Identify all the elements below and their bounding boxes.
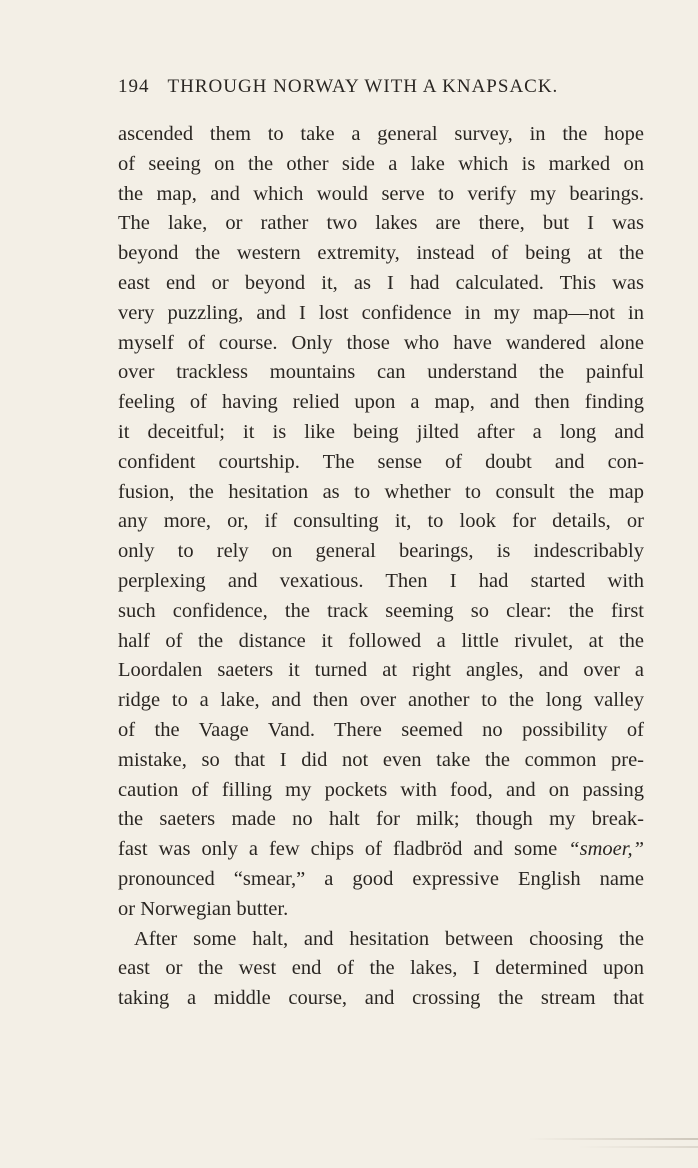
text-span: fast was only a few chips of fladbröd and some [118,838,569,861]
text-line: such confidence, the track seeming so clear: the first [118,599,644,622]
paragraph-first-line: After some halt, and hesitation between choosing the [134,927,644,950]
text-line: ascended them to take a general survey, in the hope [118,123,644,145]
text-line: half of the distance it followed a little rivulet, at the [118,629,644,652]
page-number: 194 [118,76,150,97]
body-text [118,120,644,1014]
text-line: confident courtship. The sense of doubt and con- [118,450,644,473]
text-line: of the Vaage Vand. There seemed no possibility of [118,718,644,741]
text-line: the map, and which would serve to verify my bearings. [118,182,644,205]
text-line: the saeters made no halt for milk; though my break- [118,808,644,831]
text-line: any more, or, if consulting it, to look for details, or [118,510,644,533]
text-line: over trackless mountains can understand the painful [118,361,644,384]
text-line: caution of filling my pockets with food, and on passing [118,778,644,801]
italic-word: “smoer,” [568,838,644,861]
text-line: ridge to a lake, and then over another to the long valley [118,689,644,712]
paragraph-end-line: or Norwegian butter. [118,897,289,920]
text-line: beyond the western extremity, instead of being at the [118,242,644,265]
running-head [118,76,598,98]
text-line [118,835,644,865]
text-line: it deceitful; it is like being jilted after a long and [118,420,644,443]
text-line: Loordalen saeters it turned at right angles, and over a [118,659,644,682]
text-line: of seeing on the other side a lake which is marked on [118,152,644,175]
text-line: feeling of having relied upon a map, and then finding [118,391,644,414]
text-line: taking a middle course, and crossing the stream that [118,987,644,1010]
text-line: fusion, the hesitation as to whether to consult the map [118,480,644,503]
text-line: mistake, so that I did not even take the common pre- [118,748,644,771]
page-edge-mark [528,1138,698,1140]
text-line: very puzzling, and I lost confidence in my map—not in [118,301,644,324]
text-line: east end or beyond it, as I had calculated. This was [118,271,644,294]
text-line: myself of course. Only those who have wandered alone [118,331,644,354]
text-line: east or the west end of the lakes, I determined upon [118,957,644,980]
text-line: perplexing and vexatious. Then I had started with [118,569,644,592]
page-edge-mark [578,1146,698,1148]
text-line: only to rely on general bearings, is indescribably [118,540,644,563]
text-line: The lake, or rather two lakes are there, but I was [118,212,644,235]
running-title: THROUGH NORWAY WITH A KNAPSACK. [167,76,559,97]
text-line: pronounced “smear,” a good expressive English name [118,867,644,890]
